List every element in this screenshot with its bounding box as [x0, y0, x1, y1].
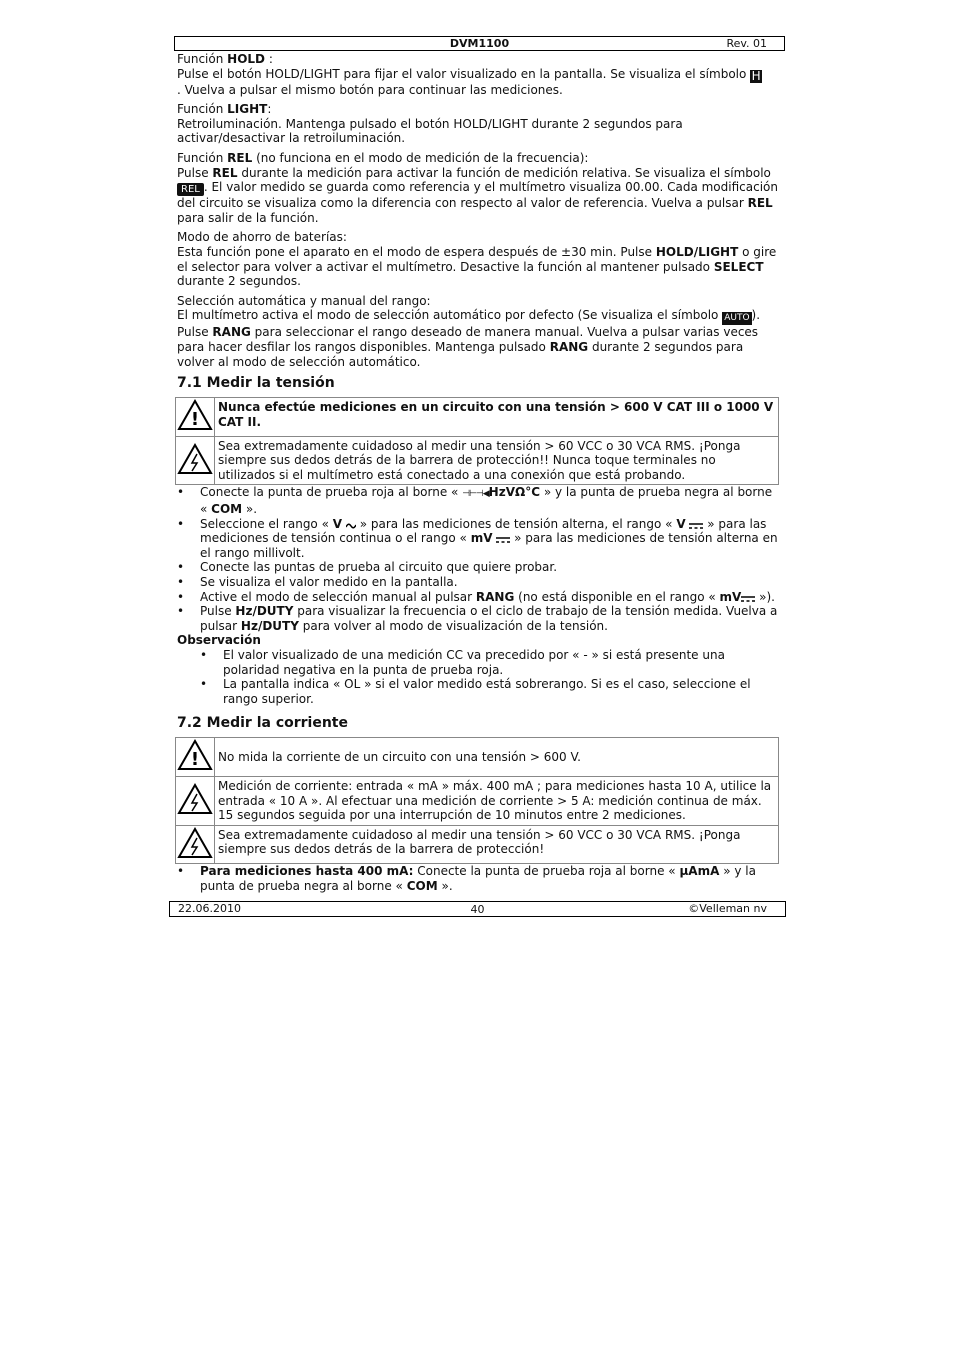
model-name: DVM1100	[449, 37, 510, 50]
dc-symbol-icon	[741, 590, 755, 604]
list-item: • Seleccione el rango « V » para las mediciones de tensión alterna, el rango « V » para las mediciones de tensión continua o el rango « mV » para las mediciones de tensión alterna en el rango millivolt.	[200, 517, 780, 561]
list-item: • La pantalla indica « OL » si el valor medido está sobrerango. Si es el caso, seleccione el rango superior.	[223, 677, 780, 706]
battery-section: Modo de ahorro de baterías: Esta función pone el aparato en el modo de espera después de ±30 min. Pulse HOLD/LIGHT o gire el selector para volver a activar el multímetro. Desactive la función al mantener pulsado SELECT durante 2 segundos.	[177, 230, 777, 289]
warning-text: Medición de corriente: entrada « mA » máx. 400 mA ; para mediciones hasta 10 A, utilice la entrada « 10 A ». Al efectuar una medición de corriente > 5 A: medición continua de máx. 15 segundos seguida por una interrupción de 10 minutos entre 2 mediciones.	[215, 776, 779, 825]
auto-symbol-icon: AUTO	[724, 313, 750, 324]
voltage-steps-list	[177, 485, 780, 633]
section-heading-7-1: 7.1 Medir la tensión	[177, 375, 335, 392]
list-item: • Conecte las puntas de prueba al circuito que quiere probar.	[200, 560, 780, 575]
warning-icon	[176, 738, 215, 777]
warning-text: Nunca efectúe mediciones en un circuito con una tensión > 600 V CAT III o 1000 V CAT II.	[215, 398, 779, 437]
page-number: 40	[470, 903, 485, 916]
footer-date: 22.06.2010	[178, 902, 241, 915]
section-heading-7-2: 7.2 Medir la corriente	[177, 715, 348, 732]
list-item: • Conecte la punta de prueba roja al borne « ⊣⊢⊣◀HzVΩ°C » y la punta de prueba negra al borne « COM ».	[200, 485, 780, 516]
electric-hazard-icon	[176, 436, 215, 485]
svg-text:!: !	[190, 749, 200, 771]
dc-symbol-icon	[492, 531, 510, 545]
ac-wave-icon	[342, 517, 356, 531]
rel-symbol-icon: REL	[177, 183, 204, 196]
voltage-warning-table	[175, 397, 779, 485]
list-item: • Active el modo de selección manual al pulsar RANG (no está disponible en el rango « mV »).	[200, 590, 780, 605]
warning-text: No mida la corriente de un circuito con una tensión > 600 V.	[215, 738, 779, 777]
rel-section: Función REL (no funciona en el modo de medición de la frecuencia): Pulse REL durante la medición para activar la función de medición relativa. Se visualiza el símbolo REL . El valor medido se guarda como referencia y el multímetro visualiza 00.00. Cada modificación del circuito se visualiza como la diferencia con respecto al valor de referencia. Vuelva a pulsar REL para salir de la función.	[177, 150, 778, 225]
list-item: • Se visualiza el valor medido en la pantalla.	[200, 575, 780, 590]
svg-text:!: !	[190, 409, 200, 431]
note-list	[177, 648, 780, 706]
page-footer	[169, 901, 786, 917]
page-header	[174, 36, 785, 51]
warning-text: Sea extremadamente cuidadoso al medir una tensión > 60 VCC o 30 VCA RMS. ¡Ponga siempre sus dedos detrás de la barrera de protección!! Nunca toque terminales no utilizados si el multímetro está conectado a una conexión que está probando.	[215, 436, 779, 485]
note-title: Observación	[177, 633, 261, 648]
light-section: Función LIGHT: Retroiluminación. Mantenga pulsado el botón HOLD/LIGHT durante 2 segundos para activar/desactivar la retroiluminación.	[177, 102, 683, 146]
list-item: • Para mediciones hasta 400 mA: Conecte la punta de prueba roja al borne « µAmA » y la punta de prueba negra al borne « COM ».	[200, 864, 780, 893]
electric-hazard-icon	[176, 825, 215, 864]
current-warning-table	[175, 737, 779, 864]
revision: Rev. 01	[726, 37, 767, 50]
list-item: • Pulse Hz/DUTY para visualizar la frecuencia o el ciclo de trabajo de la tensión medida. Vuelva a pulsar Hz/DUTY para volver al modo de visualización de la tensión.	[200, 604, 780, 633]
electric-hazard-icon	[176, 776, 215, 825]
range-section: Selección automática y manual del rango: El multímetro activa el modo de selección automático por defecto (Se visualiza el símbolo AUTO ). Pulse RANG para seleccionar el rango deseado de manera manual. Vuelva a pulsar varias veces para hacer desfilar los rangos disponibles. Mantenga pulsado RANG durante 2 segundos para volver al modo de selección automático.	[177, 293, 761, 369]
current-steps-list	[177, 864, 780, 893]
warning-text: Sea extremadamente cuidadoso al medir una tensión > 60 VCC o 30 VCA RMS. ¡Ponga siempre sus dedos detrás de la barrera de protección!	[215, 825, 779, 864]
document-body	[177, 52, 780, 894]
hold-symbol-icon: H	[751, 68, 761, 83]
warning-icon	[176, 398, 215, 437]
terminal-symbol-icon: ⊣⊢⊣◀	[462, 489, 489, 500]
dc-symbol-icon	[686, 517, 704, 531]
list-item: • El valor visualizado de una medición CC va precedido por « - » si está presente una polaridad negativa en la punta de prueba roja.	[223, 648, 780, 677]
footer-copyright: ©Velleman nv	[688, 902, 767, 915]
hold-section: Función HOLD : Pulse el botón HOLD/LIGHT para fijar el valor visualizado en la pantalla. Se visualiza el símbolo H . Vuelva a pulsar el mismo botón para continuar las mediciones.	[177, 52, 761, 97]
